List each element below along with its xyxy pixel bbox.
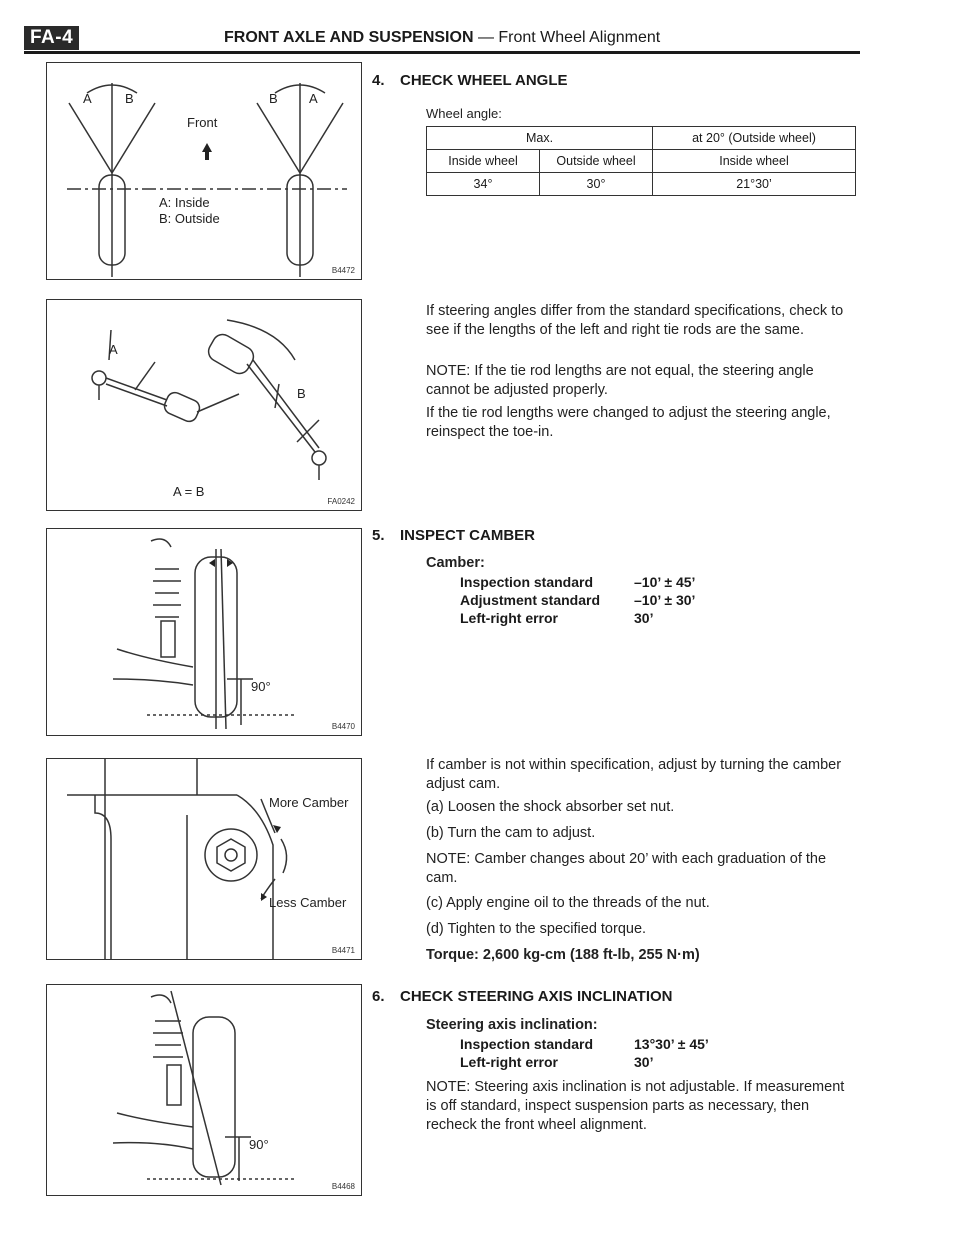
table-cell-outside: 30°: [540, 173, 653, 196]
page-title: [224, 29, 660, 47]
section-5-title: [372, 527, 535, 544]
label-a: A: [109, 342, 118, 357]
s4-note: NOTE: If the tie rod lengths are not equal, the steering angle cannot be adjusted properly.: [426, 363, 814, 398]
table-header-outside: Outside wheel: [540, 150, 653, 173]
wheel-angle-table: [426, 126, 856, 196]
spec-value: 13°30’ ± 45’: [634, 1036, 709, 1052]
spec-value: –10’ ± 30’: [634, 592, 696, 608]
section-number: 6.: [372, 988, 385, 1005]
camber-lead: Camber:: [426, 555, 485, 571]
section-number: 5.: [372, 527, 385, 544]
s4-paragraph-1: If steering angles differ from the standard specifications, check to see if the lengths of the left and right tie rods are the same.: [426, 303, 844, 338]
page-title-sub: — Front Wheel Alignment: [473, 29, 661, 46]
label-b: B: [297, 386, 306, 401]
s5-step-d: (d) Tighten to the specified torque.: [426, 921, 647, 937]
figure-code: B4470: [331, 722, 355, 731]
label-b: B: [125, 91, 134, 106]
figure-tie-rod: [46, 299, 362, 511]
figure-camber-cam: [46, 758, 362, 960]
figure-code: B4468: [331, 1182, 355, 1191]
section-heading: CHECK WHEEL ANGLE: [400, 72, 568, 89]
s5-step-a: (a) Loosen the shock absorber set nut.: [426, 799, 675, 815]
spec-value: 30’: [634, 610, 654, 626]
spec-value: 30’: [634, 1054, 654, 1070]
figure-steering-axis: [46, 984, 362, 1196]
s6-note: NOTE: Steering axis inclination is not adjustable. If measurement is off standard, inspect suspension parts as necessary, then recheck the front wheel alignment.: [426, 1079, 845, 1133]
table-cell-inside-20: 21°30’: [653, 173, 856, 196]
angle-label: 90°: [249, 1137, 269, 1152]
label-a: A: [83, 91, 92, 106]
inclination-lead: Steering axis inclination:: [426, 1017, 598, 1033]
section-heading: INSPECT CAMBER: [400, 527, 536, 544]
figure-code: B4472: [331, 266, 355, 275]
legend-b: B: Outside: [159, 211, 220, 226]
table-cell-inside: 34°: [427, 173, 540, 196]
figure-wheel-angle: [46, 62, 362, 280]
section-number: 4.: [372, 72, 385, 89]
figure-code: B4471: [331, 946, 355, 955]
camber-cam-diagram: [47, 759, 361, 959]
angle-label: 90°: [251, 679, 271, 694]
figure-code: FA0242: [327, 497, 355, 506]
spec-label: Inspection standard: [460, 574, 594, 590]
torque-spec: Torque: 2,600 kg-cm (188 ft-lb, 255 N·m): [426, 947, 700, 963]
label-b-right: B: [269, 91, 278, 106]
table-header-inside-20: Inside wheel: [653, 150, 856, 173]
s5-step-c: (c) Apply engine oil to the threads of the nut.: [426, 895, 710, 911]
spec-value: –10’ ± 45’: [634, 574, 696, 590]
figure-camber: [46, 528, 362, 736]
header-rule: [24, 51, 860, 54]
tie-rod-diagram: [47, 300, 361, 510]
s5-paragraph-1: If camber is not within specification, adjust by turning the camber adjust cam.: [426, 757, 842, 792]
wheel-angle-lead: Wheel angle:: [426, 106, 502, 121]
page-header: [24, 26, 860, 50]
legend-a: A: Inside: [159, 195, 210, 210]
more-camber-label: More Camber: [269, 795, 349, 810]
spec-label: Adjustment standard: [460, 592, 601, 608]
equation-label: A = B: [173, 484, 205, 499]
page-tag: FA-4: [24, 26, 79, 50]
s5-step-b: (b) Turn the cam to adjust.: [426, 825, 596, 841]
s4-paragraph-3: If the tie rod lengths were changed to adjust the steering angle, reinspect the toe-in.: [426, 405, 831, 440]
label-a-right: A: [309, 91, 318, 106]
front-label: Front: [187, 115, 218, 130]
spec-label: Left-right error: [460, 1054, 558, 1070]
table-header-inside: Inside wheel: [427, 150, 540, 173]
table-header-at20: at 20° (Outside wheel): [653, 127, 856, 150]
section-4-title: [372, 72, 568, 89]
camber-diagram: [47, 529, 361, 735]
section-6-title: [372, 988, 673, 1005]
spec-label: Left-right error: [460, 610, 558, 626]
steering-axis-diagram: [47, 985, 361, 1195]
spec-label: Inspection standard: [460, 1036, 594, 1052]
table-header-max: Max.: [427, 127, 653, 150]
s5-note: NOTE: Camber changes about 20’ with each graduation of the cam.: [426, 851, 827, 886]
less-camber-label: Less Camber: [269, 895, 347, 910]
section-heading: CHECK STEERING AXIS INCLINATION: [400, 988, 673, 1005]
page-title-main: FRONT AXLE AND SUSPENSION: [224, 29, 474, 46]
